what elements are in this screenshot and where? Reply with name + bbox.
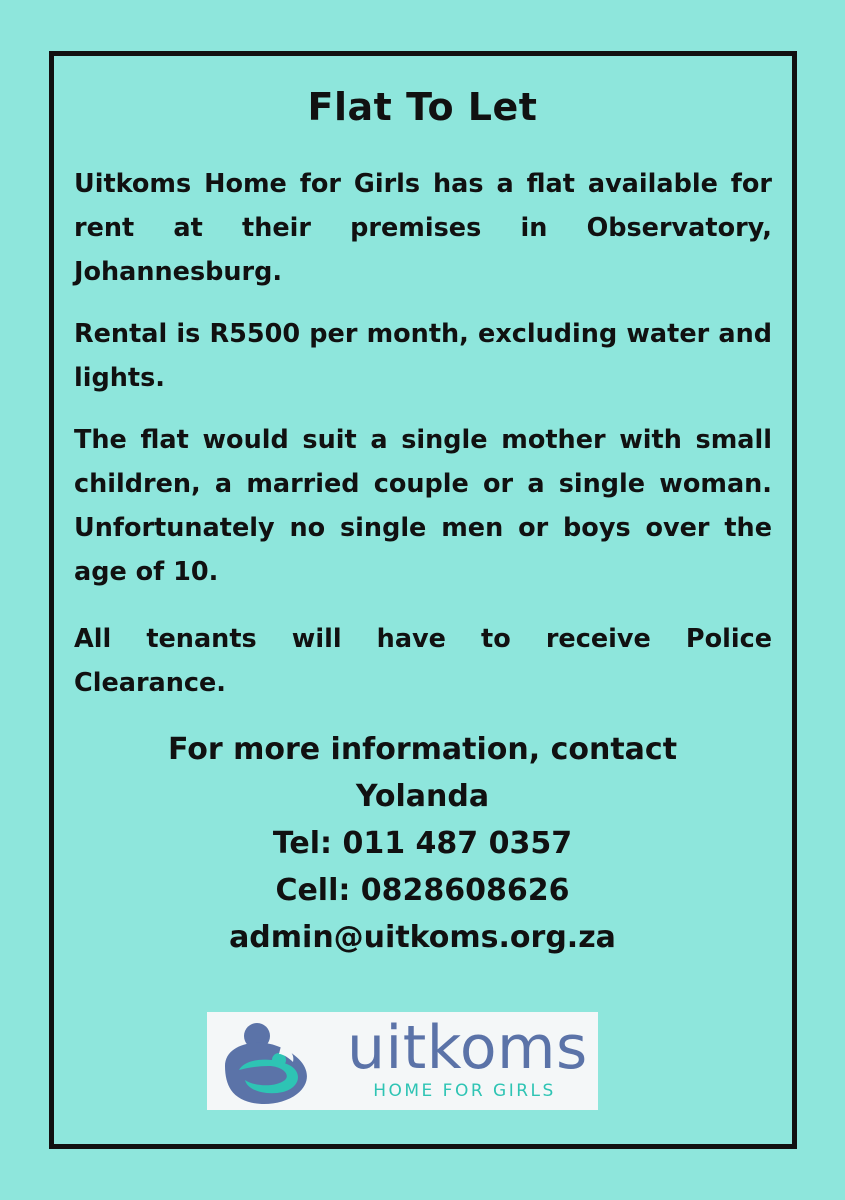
contact-intro: For more information, contact [167, 732, 678, 767]
logo-subtitle: HOME FOR GIRLS [373, 1081, 556, 1101]
contact-cell: Cell: 0828608626 [275, 873, 570, 908]
logo-wordmark: uitkoms [347, 1013, 588, 1083]
uitkoms-logo [207, 1012, 598, 1110]
rental-paragraph: Rental is R5500 per month, excluding water and lights. [74, 319, 772, 393]
mother-child-swirl-icon [217, 1016, 327, 1106]
clearance-paragraph: All tenants will have to receive Police Clearance. [74, 624, 772, 698]
availability-paragraph: Uitkoms Home for Girls has a flat available for rent at their premises in Observatory, Johannesburg. [74, 169, 772, 287]
poster-title: Flat To Let [307, 85, 538, 129]
suitability-paragraph: The flat would suit a single mother with small children, a married couple or a single woman. Unfortunately no single men or boys over the age of 10. [74, 425, 772, 587]
contact-email: admin@uitkoms.org.za [229, 920, 616, 955]
contact-tel: Tel: 011 487 0357 [272, 826, 573, 861]
contact-name: Yolanda [355, 779, 490, 814]
